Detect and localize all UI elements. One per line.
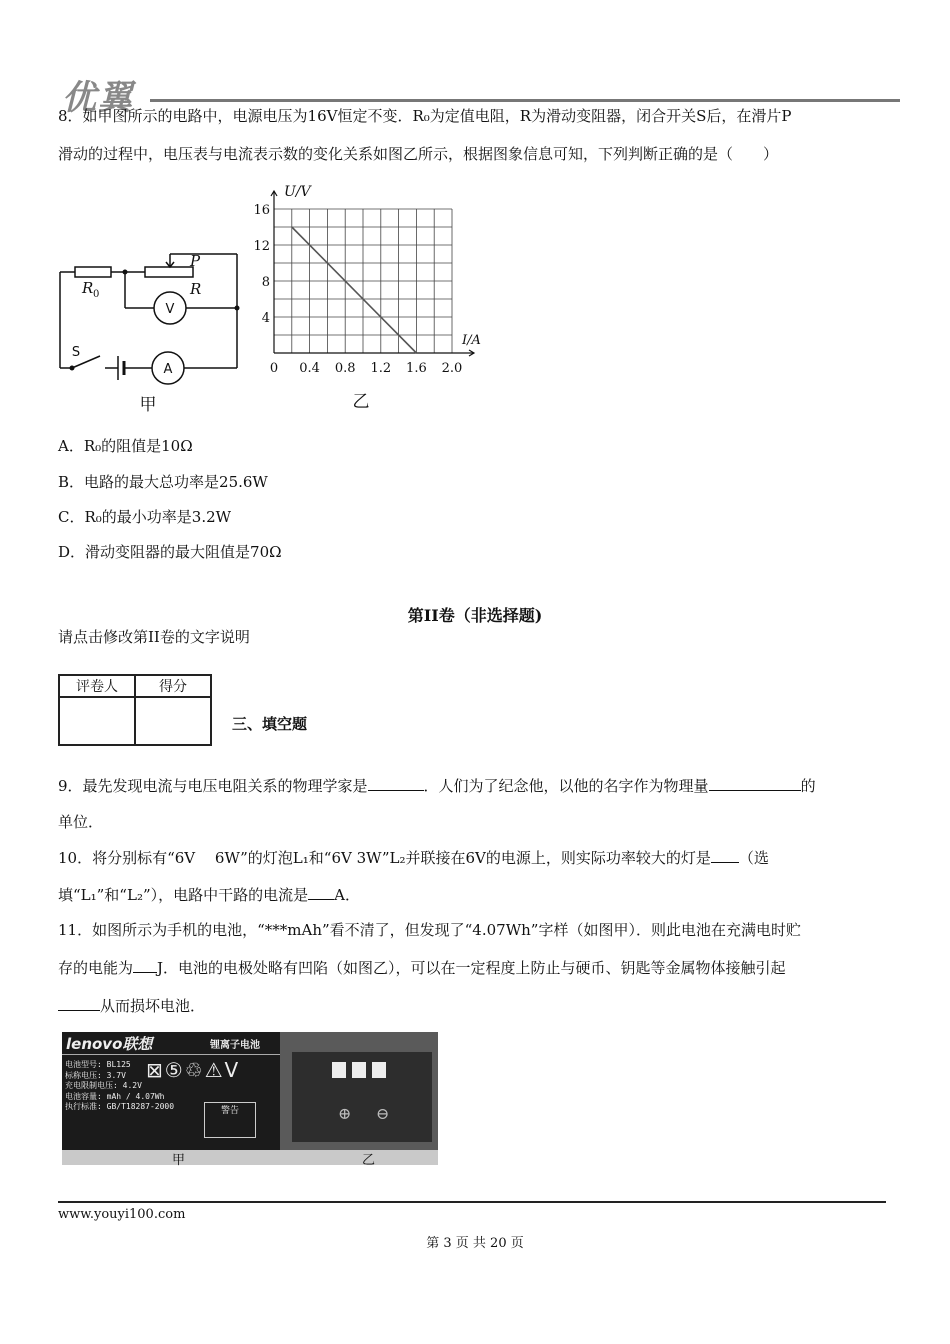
y-axis-label: U/V (284, 184, 311, 200)
resistor-r-label: R (190, 280, 202, 298)
u-i-graph (250, 180, 490, 420)
score-cell[interactable] (135, 697, 211, 745)
grader-table (58, 674, 212, 746)
y-tick-label: 8 (261, 275, 270, 290)
warning-title: 警告 (220, 1106, 239, 1116)
x-tick-label: 0.4 (299, 361, 320, 376)
q10-blank-1[interactable] (711, 847, 739, 863)
circuit-caption: 甲 (139, 395, 157, 415)
label-divider (62, 1054, 280, 1055)
grader-header: 评卷人 (59, 675, 135, 697)
x-tick-label: 0.8 (334, 361, 356, 376)
q8-option-c: C．R₀的最小功率是3.2W (58, 508, 232, 526)
section-note: 请点击修改第II卷的文字说明 (58, 628, 250, 646)
q8-option-b: B．电路的最大总功率是25.6W (58, 473, 268, 491)
q10-text-4: A． (334, 886, 360, 904)
warning-box (204, 1102, 256, 1138)
q11-text-2: J．电池的电极处略有凹陷（如图乙），可以在一定程度上防止与硬币、钥匙等金属物体接触引起 (157, 959, 786, 977)
x-tick-label: 0 (269, 361, 279, 376)
q10-text-3: 填“L₁”和“L₂”），电路中干路的电流是 (58, 886, 309, 904)
switch-label: S (71, 345, 81, 360)
q8-line1: 8．如甲图所示的电路中，电源电压为16V恒定不变．R₀为定值电阻，R为滑动变阻器，闭合开关S后，在滑片P (58, 107, 792, 125)
circuit-diagram (50, 240, 250, 420)
lenovo-brand: lenovo联想 (66, 1035, 153, 1053)
photo-caption-jia: 甲 (172, 1153, 186, 1168)
grader-cell[interactable] (59, 697, 135, 745)
battery-label-panel (62, 1032, 280, 1150)
footer-url[interactable]: www.youyi100.com (58, 1207, 186, 1222)
fill-blank-heading: 三、填空题 (232, 715, 308, 733)
spec-row: 电池容量: mAh / 4.07Wh (65, 1091, 165, 1101)
q11-text-3: 从而损坏电池． (100, 997, 206, 1015)
safety-symbols-icon: ⊠⑤♲⚠V (146, 1058, 241, 1082)
y-tick-label: 4 (261, 311, 270, 326)
ammeter-label: A (163, 362, 173, 377)
y-tick-label: 12 (253, 239, 270, 254)
q8-option-a: A．R₀的阻值是10Ω (58, 437, 193, 455)
slider-p-label: P (190, 252, 201, 270)
minus-terminal-icon: ⊖ (376, 1104, 390, 1123)
plus-terminal-icon: ⊕ (338, 1104, 352, 1123)
q9-line2: 单位． (58, 813, 104, 831)
q10-line2 (58, 884, 360, 905)
q11-blank-2[interactable] (58, 995, 100, 1011)
q9-text-2: ．人们为了纪念他，以他的名字作为物理量 (423, 777, 709, 795)
score-header: 得分 (135, 675, 211, 697)
q10-text-1: 10．将分别标有“6V 6W”的灯泡L₁和“6V 3W”L₂并联接在6V的电源上，则实际功率较大的灯是 (58, 849, 711, 867)
x-tick-label: 2.0 (441, 361, 463, 376)
photo-caption-yi: 乙 (362, 1153, 376, 1168)
y-tick-label: 16 (253, 203, 270, 218)
battery-type: 锂离子电池 (210, 1040, 260, 1051)
r0-subscript: 0 (93, 289, 100, 300)
spec-row: 标称电压: 3.7V (65, 1070, 126, 1080)
section-title: 第II卷（非选择题) (407, 606, 543, 625)
spec-row: 电池型号: BL125 (65, 1060, 131, 1069)
q11-line1: 11．如图所示为手机的电池，“***mAh”看不清了，但发现了“4.07Wh”字样（如图甲）．则此电池在充满电时贮 (58, 921, 801, 939)
q9-text-1: 9．最先发现电流与电压电阻关系的物理学家是 (58, 777, 368, 795)
electrode-contact (332, 1062, 346, 1078)
x-tick-label: 1.2 (370, 361, 392, 376)
battery-photo (62, 1032, 438, 1168)
q11-line3 (58, 995, 205, 1016)
graph-caption: 乙 (352, 392, 370, 412)
x-axis-label: I/A (462, 333, 481, 348)
spec-row: 充电限制电压: 4.2V (65, 1081, 142, 1090)
series-line (292, 227, 417, 353)
spec-row: 执行标准: GB/T18287-2000 (65, 1102, 175, 1111)
q11-text-1: 存的电能为 (58, 959, 134, 977)
x-tick-label: 1.6 (406, 361, 427, 376)
q10-text-2: （选 (738, 849, 769, 867)
battery-electrode-panel (280, 1032, 438, 1150)
q9-blank-2[interactable] (709, 775, 801, 791)
q10-line1 (58, 847, 769, 868)
q11-line2 (58, 957, 786, 978)
electrode-contact (372, 1062, 386, 1078)
q8-option-d: D．滑动变阻器的最大阻值是70Ω (58, 543, 282, 561)
voltmeter-label: V (165, 302, 175, 317)
page-number: 第 3 页 共 20 页 (426, 1236, 524, 1251)
q11-blank-1[interactable] (133, 957, 157, 973)
q9-blank-1[interactable] (368, 775, 424, 791)
r0-label: R (82, 279, 94, 297)
q10-blank-2[interactable] (308, 884, 334, 900)
q9-line1 (58, 775, 816, 796)
electrode-contact (352, 1062, 366, 1078)
q9-text-3: 的 (800, 777, 816, 795)
header-rule (150, 99, 900, 102)
footer-rule (58, 1201, 886, 1203)
site-logo: 优翼 (62, 78, 134, 118)
q8-line2: 滑动的过程中，电压表与电流表示数的变化关系如图乙所示，根据图象信息可知，下列判断正确的是（ ） (58, 145, 779, 163)
